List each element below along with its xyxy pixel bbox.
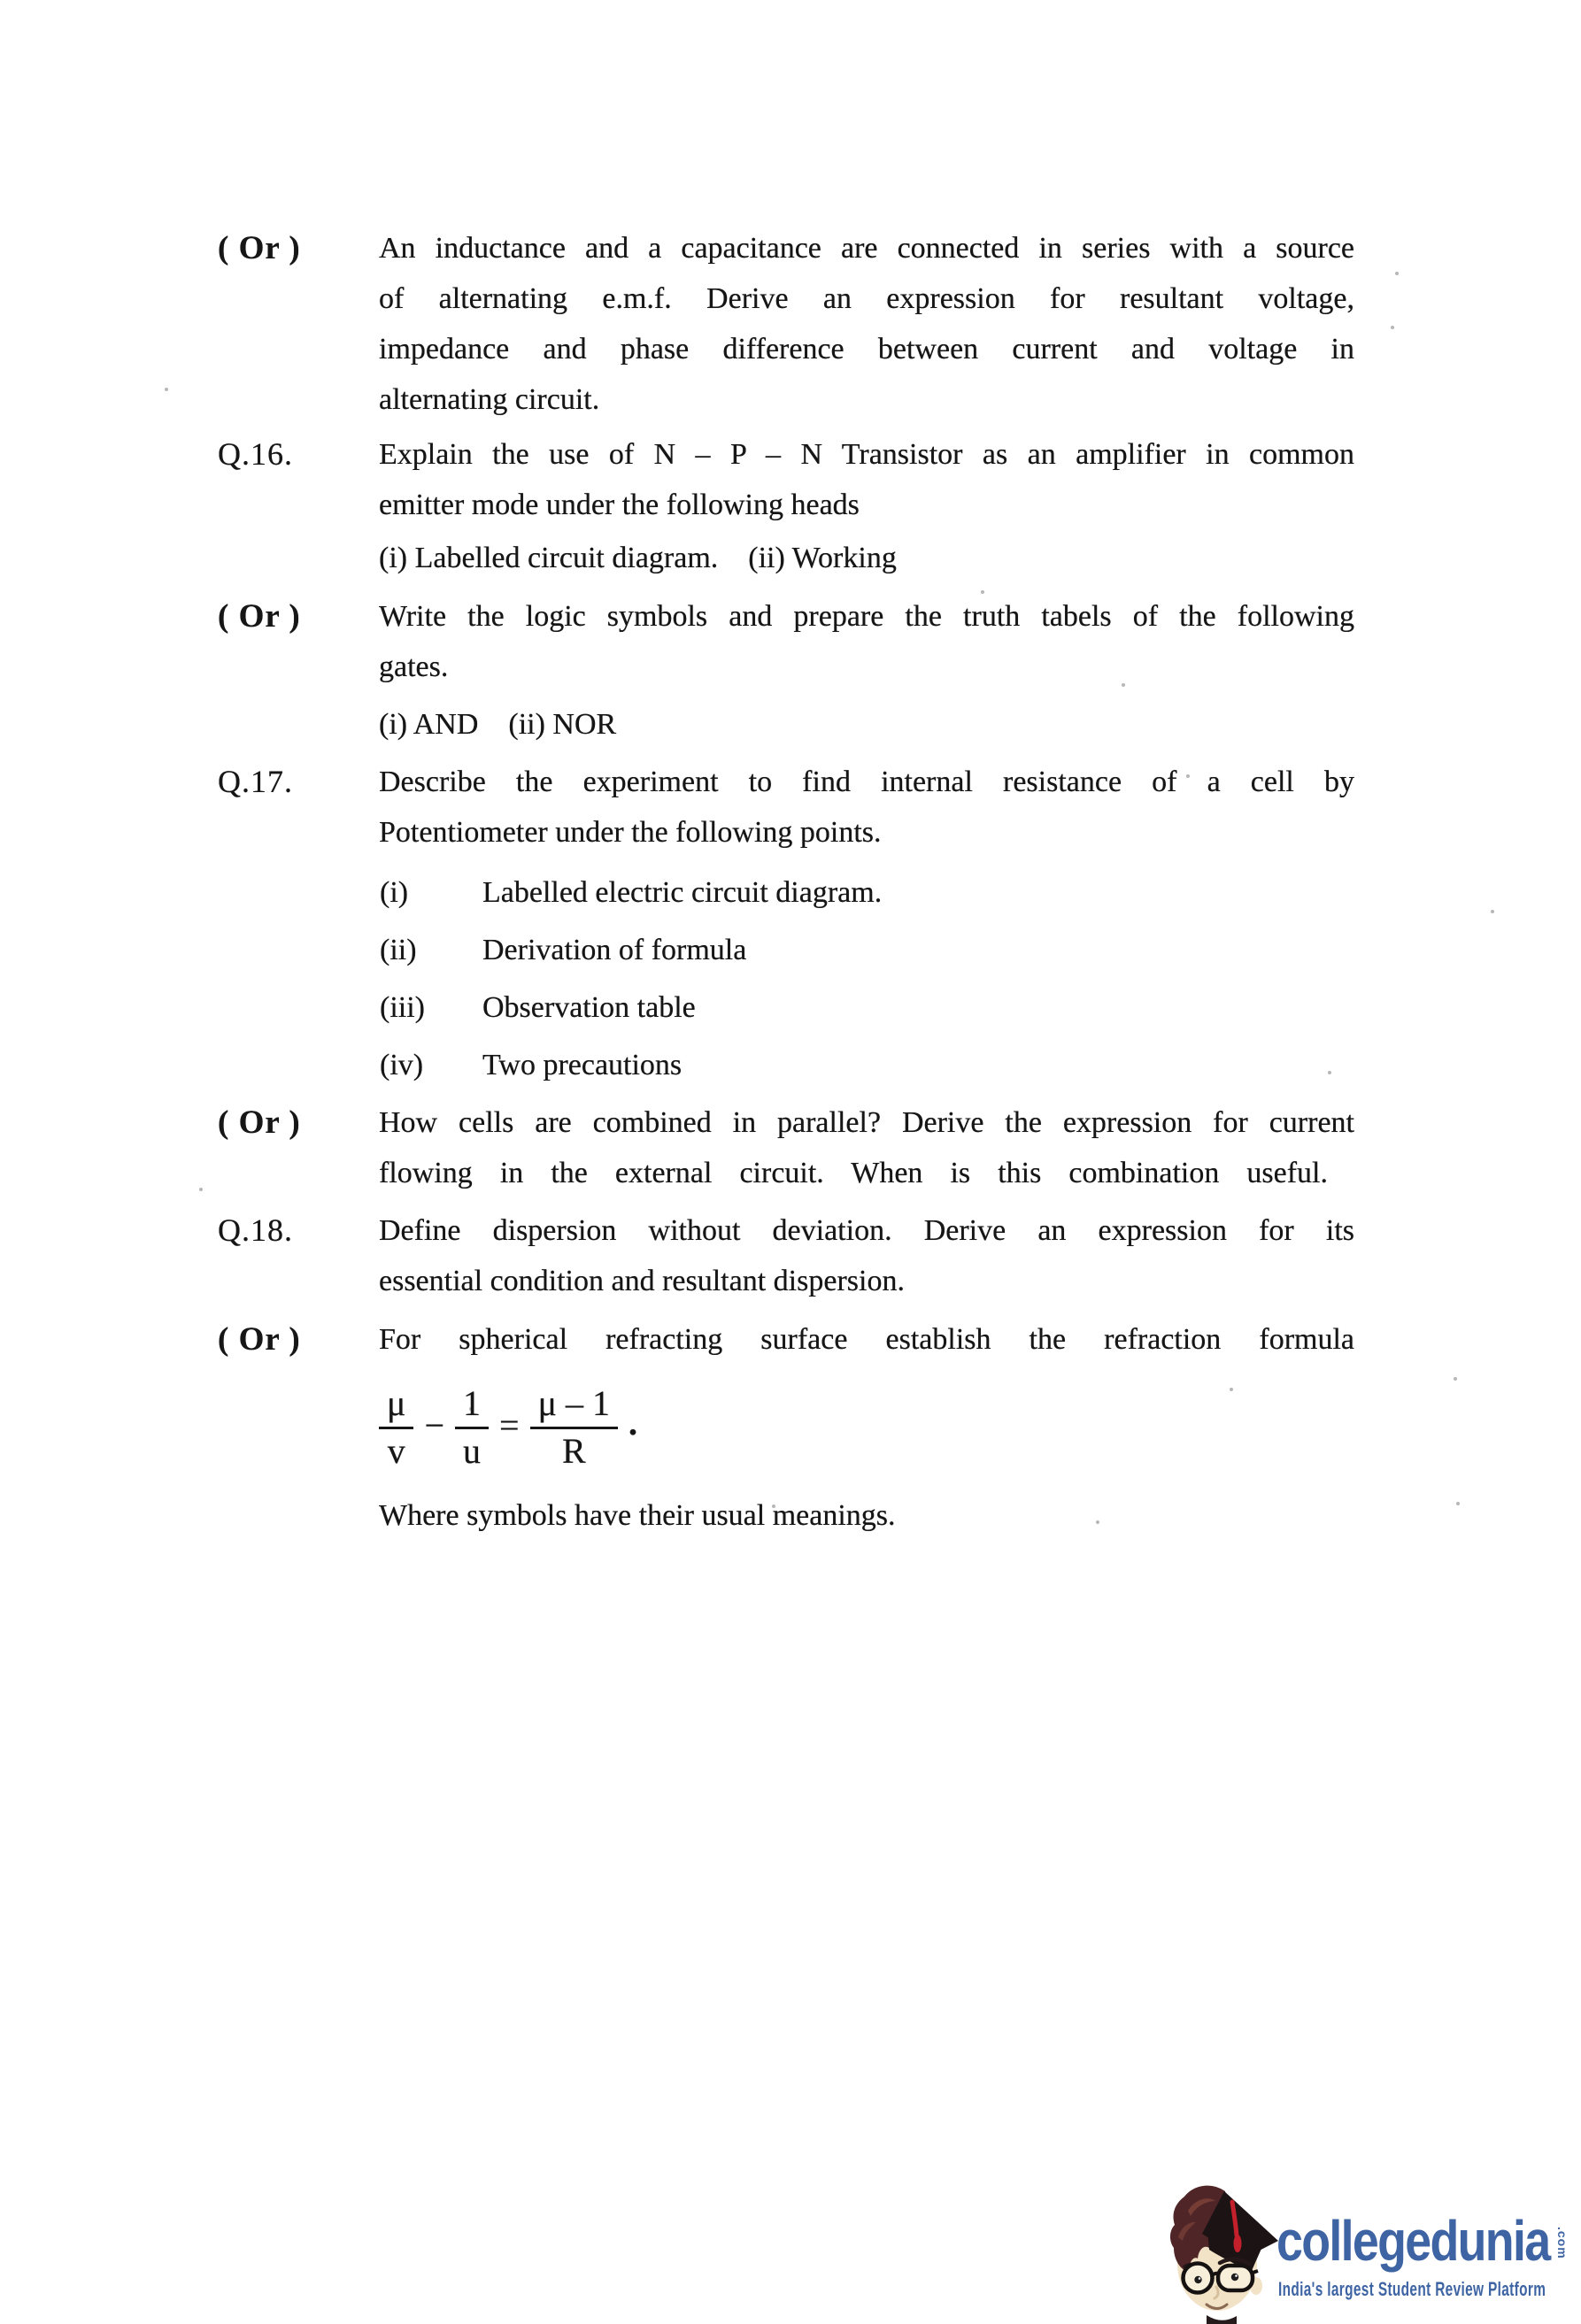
fraction-mu-over-v [379, 1383, 413, 1471]
question-line: Define dispersion without deviation. Derive an expression for its [379, 1214, 1354, 1247]
collegedunia-tld: .com [1555, 2226, 1570, 2259]
question-line: Where symbols have their usual meanings. [379, 1499, 896, 1532]
scan-speck [772, 1504, 775, 1508]
scan-speck [1328, 1071, 1331, 1074]
scan-speck [1230, 1388, 1233, 1391]
fraction-denominator: R [561, 1430, 586, 1471]
question-number-label: Q.17. [218, 764, 293, 799]
question-line: Explain the use of N – P – N Transistor as an amplifier in common [379, 438, 1354, 471]
scan-speck [1454, 1377, 1457, 1381]
fraction-mu-minus-one-over-R [530, 1383, 618, 1471]
collegedunia-wordmark-row [1276, 2209, 1570, 2273]
question-line: impedance and phase difference between current and voltage in [379, 333, 1354, 366]
collegedunia-logo [1167, 2174, 1581, 2324]
list-item-marker: (ii) [380, 934, 417, 966]
collegedunia-tagline: India's largest Student Review Platform [1278, 2278, 1546, 2300]
question-line: An inductance and a capacitance are connected in series with a source [379, 232, 1354, 265]
question-line: Describe the experiment to find internal resistance of a cell by [379, 766, 1354, 798]
scan-speck [1395, 272, 1399, 275]
question-line: How cells are combined in parallel? Derive the expression for current [379, 1106, 1354, 1139]
list-item-text: Derivation of formula [482, 934, 747, 966]
question-number-label: ( Or ) [218, 230, 301, 266]
list-item-text: Observation table [482, 991, 696, 1024]
list-item-marker: (i) [380, 876, 409, 909]
list-item-marker: (iv) [380, 1049, 424, 1081]
question-line: For spherical refracting surface establish the refraction formula [379, 1323, 1354, 1356]
question-line: (i) Labelled circuit diagram. (ii) Working [379, 542, 897, 574]
question-number-label: ( Or ) [218, 1104, 301, 1141]
list-item-text: Two precautions [482, 1049, 683, 1081]
question-line: gates. [379, 650, 449, 683]
refraction-formula [377, 1383, 638, 1471]
list-item-marker: (iii) [380, 991, 425, 1024]
question-line: essential condition and resultant dispersion. [379, 1265, 905, 1297]
question-line: (i) AND (ii) NOR [379, 708, 617, 741]
question-line: of alternating e.m.f. Derive an expression for resultant voltage, [379, 282, 1354, 315]
collegedunia-mascot-icon [1167, 2174, 1282, 2324]
scan-speck [981, 590, 984, 594]
fraction-denominator: u [463, 1430, 482, 1471]
equals-operator: = [499, 1404, 520, 1445]
minus-operator: − [424, 1404, 445, 1445]
fraction-one-over-u [455, 1383, 489, 1471]
scan-speck [1186, 774, 1190, 778]
fraction-numerator: 1 [455, 1386, 489, 1429]
question-line: Potentiometer under the following points. [379, 816, 882, 849]
formula-period: . [629, 1402, 638, 1443]
fraction-numerator: μ [379, 1386, 413, 1429]
question-number-label: ( Or ) [218, 1321, 301, 1358]
question-line: Write the logic symbols and prepare the truth tabels of the following [379, 600, 1354, 633]
scan-speck [1491, 910, 1494, 913]
collegedunia-wordmark: collegedunia [1276, 2209, 1550, 2273]
question-number-label: Q.18. [218, 1212, 293, 1248]
question-line: flowing in the external circuit. When is this combination useful. [379, 1157, 1328, 1189]
scan-speck [1391, 326, 1394, 329]
question-number-label: ( Or ) [218, 598, 301, 635]
fraction-denominator: v [387, 1430, 405, 1471]
scan-speck [199, 1188, 203, 1191]
question-line: emitter mode under the following heads [379, 489, 860, 521]
question-line: alternating circuit. [379, 383, 600, 416]
scan-speck [1096, 1520, 1099, 1524]
scan-speck [1456, 1502, 1460, 1505]
question-number-label: Q.16. [218, 436, 293, 472]
scan-speck [1122, 683, 1125, 687]
scan-speck [165, 388, 168, 391]
list-item-text: Labelled electric circuit diagram. [482, 876, 883, 909]
fraction-numerator: μ – 1 [530, 1386, 618, 1429]
